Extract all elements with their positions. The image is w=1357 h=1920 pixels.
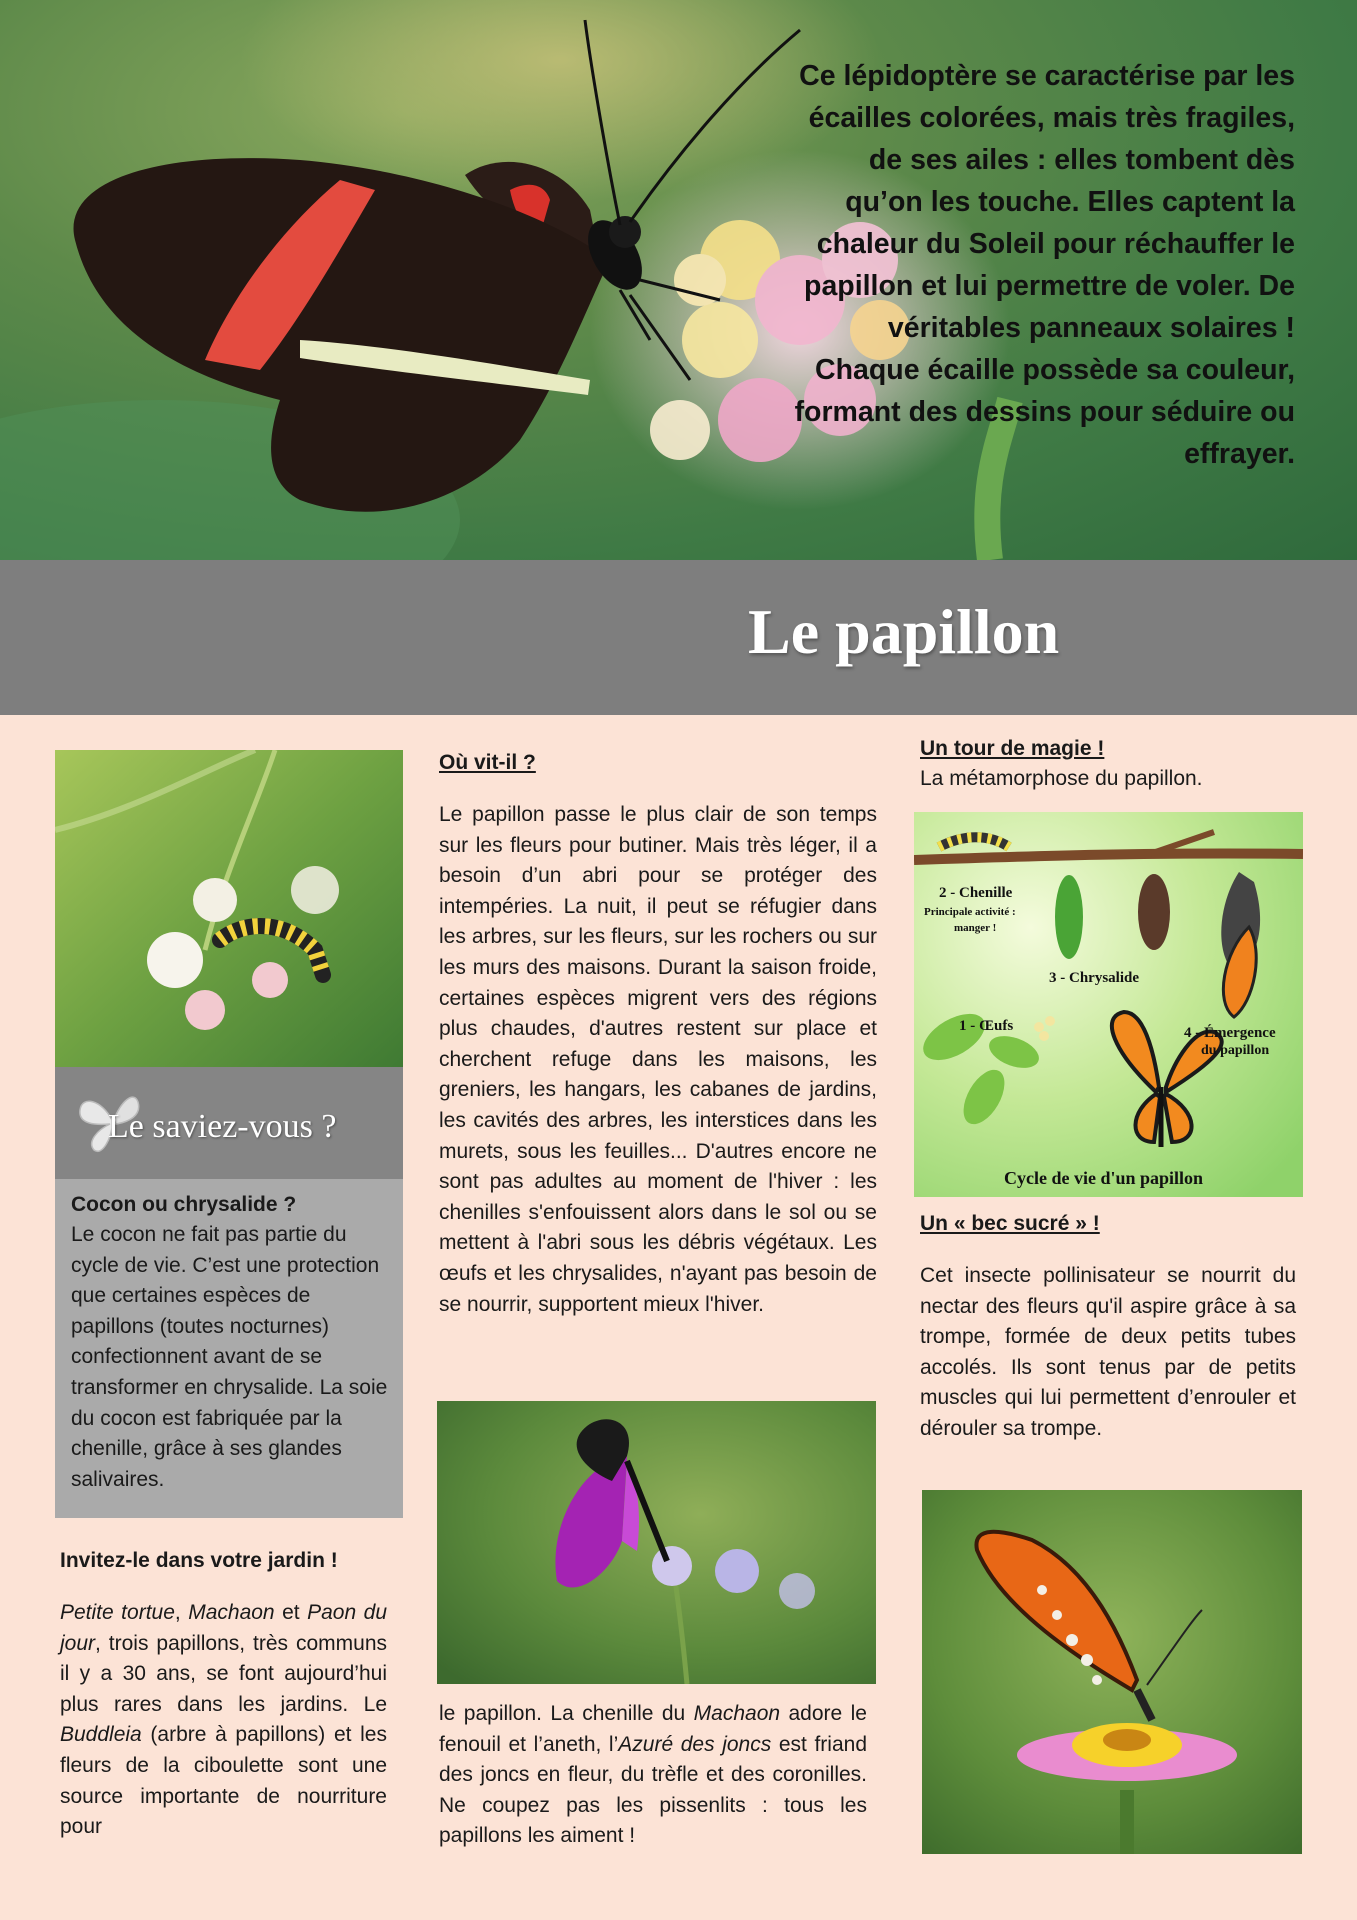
life-cycle-diagram [914, 812, 1303, 1197]
cycle-label-activite: Principale activité : [924, 906, 1016, 918]
jardin-sep: et [274, 1601, 308, 1624]
cycle-label-chenille: 2 - Chenille [939, 885, 1013, 901]
cycle-label-manger: manger ! [954, 922, 997, 934]
cycle-label-papillon: du papillon [1201, 1043, 1270, 1058]
bec-block [920, 1209, 1296, 1445]
caterpillar-photo [55, 750, 403, 1067]
jardin-text-part: (arbre à papillons) et les fleurs de la ciboulette sont une source importante de nourriture pour [60, 1723, 387, 1839]
cocon-text: Le cocon ne fait pas partie du cycle de vie. C’est une protection que certaines espèces de papillons (toutes nocturnes) confectionnent avant de se transformer en chrysalide. La soie du cocon est fabriquée par la chenille, grâce à ses glandes salivaires. [71, 1223, 388, 1491]
magie-text: La métamorphose du papillon. [920, 767, 1203, 790]
species-petite-tortue: Petite tortue [60, 1601, 175, 1624]
cycle-label-chrysalide: 3 - Chrysalide [1049, 970, 1139, 986]
ouvit-cont-part: le papillon. La chenille du [439, 1702, 694, 1725]
purple-butterfly-photo [437, 1401, 876, 1684]
magie-block [920, 734, 1300, 795]
saviez-title: Le saviez-vous ? [108, 1108, 337, 1145]
jardin-block [60, 1546, 387, 1843]
cycle-label-emergence: 4 - Émergence [1184, 1025, 1276, 1041]
cycle-label-oeufs: 1 - Œufs [959, 1018, 1014, 1034]
ouvit-cont-part: est friand des joncs en fleur, du trèfle et des coronilles. Ne coupez pas les pissenlits : tous les papillons les aiment ! [439, 1732, 867, 1848]
species-machaon: Machaon [188, 1601, 275, 1624]
ouvit-cont-part: adore le fenouil et l’aneth, l’ [439, 1702, 867, 1756]
cycle-caption: Cycle de vie d'un papillon [1004, 1168, 1204, 1188]
cocon-heading: Cocon ou chrysalide ? [71, 1193, 297, 1216]
ouvit-cont-text [439, 1699, 867, 1852]
bec-heading: Un « bec sucré » ! [920, 1212, 1100, 1235]
orange-butterfly-photo [922, 1490, 1302, 1854]
jardin-sep: , [174, 1601, 189, 1624]
hero-text: Ce lépidoptère se caractérise par les écailles colorées, mais très fragiles, de ses ailes : elles tombent dès qu’on les touche. Elles captent la chaleur du Soleil pour réchauffer le papillon et lui permettre de voler. De véritables panneaux solaires ! Chaque écaille possède sa couleur, formant des dessins pour séduire ou effrayer. [794, 60, 1295, 470]
jardin-text-part: , trois papillons, très communs il y a 30 ans, se font aujourd’hui plus rares dans les jardins. Le [60, 1631, 387, 1716]
species-machaon: Machaon [693, 1702, 781, 1725]
hero-banner [0, 0, 1357, 560]
bec-text: Cet insecte pollinisateur se nourrit du nectar des fleurs qu'il aspire grâce à sa trompe, formée de deux petits tubes accolés. Ils sont tenus par de petits muscles qui lui permettent d’enrouler et dérouler sa trompe. [920, 1264, 1296, 1440]
ouvit-text: Le papillon passe le plus clair de son temps sur les fleurs pour butiner. Mais très léger, il a besoin d’un abri pour se protéger des intempéries. La nuit, il peut se réfugier dans les arbres, sur les fleurs, sur les rochers ou sur les murs des maisons. Durant la saison froide, certaines espèces migrent vers des régions plus chaudes, d'autres restent sur place et cherchent refuge dans les maisons, les greniers, les hangars, les cabanes de jardins, les cavités des arbres, les interstices dans les murets, sous les feuilles... D'autres encore ne sont pas adultes au moment de l'hiver : les chenilles s'enfouissent alors dans le sol ou se mettent à l'abri sous les débris végétaux. Les œufs et les chrysalides, n'ayant pas besoin de se nourrir, supportent mieux l'hiver. [439, 803, 877, 1316]
ouvit-heading: Où vit-il ? [439, 751, 536, 774]
jardin-text [60, 1598, 387, 1843]
ouvit-continued [439, 1699, 867, 1852]
ouvit-block [439, 748, 877, 1320]
magie-heading: Un tour de magie ! [920, 737, 1105, 760]
species-azure-des-joncs: Azuré des joncs [618, 1732, 772, 1756]
species-paon-du-jour: Paon du jour [60, 1601, 387, 1655]
page-title: Le papillon [748, 596, 1060, 667]
jardin-heading: Invitez-le dans votre jardin ! [60, 1549, 338, 1572]
title-band [0, 560, 1357, 715]
species-buddleia: Buddleia [60, 1723, 142, 1747]
cocon-content [71, 1190, 391, 1495]
